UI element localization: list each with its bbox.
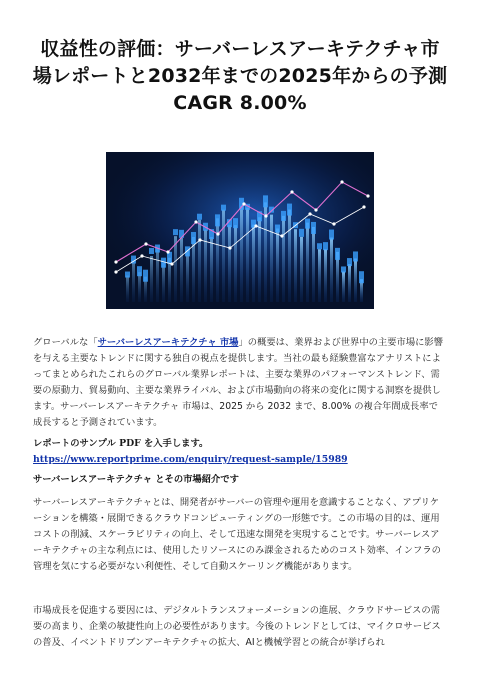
hero-bar: [228, 225, 231, 302]
hero-candle: [335, 248, 340, 260]
sample-label: レポートのサンプル PDF を入手します。: [33, 438, 209, 449]
hero-candle: [173, 229, 178, 235]
hero-line-dot: [170, 262, 173, 265]
hero-line-dot: [144, 242, 147, 245]
hero-line-dot: [362, 205, 365, 208]
hero-bar: [276, 229, 279, 302]
hero-line-dot: [166, 250, 169, 253]
hero-candle: [329, 230, 334, 240]
hero-candle: [185, 246, 190, 256]
hero-candle: [149, 248, 154, 254]
hero-bar: [270, 215, 273, 302]
hero-line-dot: [228, 246, 231, 249]
hero-bar: [294, 229, 297, 302]
hero-bar: [252, 225, 255, 302]
hero-line-dot: [254, 224, 257, 227]
hero-line-dot: [114, 270, 117, 273]
hero-candle: [311, 222, 316, 234]
hero-candle: [125, 272, 130, 278]
hero-bar: [174, 236, 177, 302]
hero-bar: [258, 217, 261, 302]
definition-paragraph: サーバーレスアーキテクチャとは、開発者がサーバーの管理や運用を意識することなく、アプリケーションを構築・展開できるクラウドコンピューティングの一形態です。この市場の目的は、運用コストの削減、スケーラビリティの向上、そして迅速な開発を実現することです。サーバーレスアーキテクチャの主な利点には、使用したリソースにのみ課金されるためのコスト効率、インフラの管理を気にする必要がない利便性、そして自動スケーリング機能があります。: [33, 497, 441, 572]
hero-candle: [197, 214, 202, 220]
hero-candle: [299, 229, 304, 237]
title-line-1: 収益性の評価：サーバーレスアーキテクチャ市: [40, 38, 440, 60]
hero-bar: [306, 223, 309, 302]
hero-candle: [161, 258, 166, 268]
hero-candle: [287, 204, 292, 216]
hero-line-dot: [280, 234, 283, 237]
financial-chart-illustration: [106, 152, 374, 309]
hero-line-dot: [114, 260, 117, 263]
hero-bar: [318, 249, 321, 302]
hero-line-dot: [308, 212, 311, 215]
hero-image: [106, 152, 374, 309]
hero-candle: [191, 232, 196, 244]
hero-bar: [210, 237, 213, 302]
hero-line-dot: [198, 238, 201, 241]
hero-bar: [234, 225, 237, 302]
hero-line-dot: [340, 180, 343, 183]
hero-bar: [342, 271, 345, 302]
hero-bar: [180, 238, 183, 302]
hero-candle: [263, 195, 268, 207]
hero-bar: [240, 206, 243, 302]
drivers-paragraph: 市場成長を促進する要因には、デジタルトランスフォーメーションの進展、クラウドサービスの需要の高まり、企業の敏捷性向上の必要性があります。今後のトレンドとしては、マイクロサービスの普及、イベントドリブンアーキテクチャの拡大、AIと機械学習との統合が挙げられ: [33, 605, 441, 648]
hero-bar: [324, 249, 327, 302]
hero-candle: [143, 270, 148, 282]
hero-candle: [275, 225, 280, 233]
hero-candle: [137, 266, 142, 276]
title-line-3: CAGR 8.00%: [173, 92, 307, 114]
hero-bar: [354, 258, 357, 302]
market-keyword-link[interactable]: サーバーレスアーキテクチャ 市場: [97, 337, 239, 348]
hero-candle: [233, 218, 238, 228]
sample-url-link[interactable]: https://www.reportprime.com/enquiry/request-sample/15989: [33, 454, 348, 465]
hero-candle: [353, 251, 358, 261]
hero-line-dot: [264, 214, 267, 217]
hero-candle: [347, 258, 352, 266]
hero-line-dot: [314, 208, 317, 211]
hero-bar: [204, 230, 207, 302]
hero-bar: [222, 210, 225, 302]
hero-bar: [126, 276, 129, 302]
hero-bar: [138, 272, 141, 302]
hero-line-dot: [216, 232, 219, 235]
hero-candle: [221, 205, 226, 211]
hero-candle: [341, 266, 346, 272]
intro-body: 」の概要は、業界および世界中の主要市場に影響を与える主要なトレンドに関する独自の視点を提供します。当社の最も経験豊富なアナリストによってまとめられたこれらのグローバル業界レポートは、主要な業界のパフォーマンストレンド、需要の原動力、貿易動向、主要な業界ライバル、および市場動向の将来の変化に関する洞察を提供します。サーバーレスアーキテクチャ 市場は、2025 から 2032 まで、8.00% の複合年間成長率で成長すると予測されています。: [33, 337, 444, 428]
hero-line-dot: [366, 194, 369, 197]
hero-bar: [132, 261, 135, 302]
hero-bar: [162, 263, 165, 302]
hero-bar: [216, 218, 219, 302]
hero-candle: [215, 214, 220, 226]
hero-line-dot: [290, 190, 293, 193]
hero-candle: [281, 211, 286, 221]
hero-candle: [359, 271, 364, 283]
hero-bar: [300, 237, 303, 302]
hero-line-dot: [242, 202, 245, 205]
hero-bar: [288, 210, 291, 302]
hero-bar: [186, 250, 189, 302]
hero-bar: [150, 256, 153, 302]
hero-bar: [312, 227, 315, 302]
sample-request: [33, 436, 447, 468]
hero-line-dot: [194, 220, 197, 223]
section-heading: サーバーレスアーキテクチャ とその市場紹介です: [33, 474, 239, 485]
hero-line-dot: [332, 222, 335, 225]
hero-candle: [179, 230, 184, 238]
hero-line-dot: [140, 254, 143, 257]
hero-bar: [348, 264, 351, 302]
hero-candle: [305, 219, 310, 229]
document-title: [30, 36, 450, 117]
hero-candle: [323, 242, 328, 250]
hero-bar: [246, 208, 249, 302]
hero-bar: [198, 220, 201, 302]
title-line-2: 場レポートと2032年までの2025年からの予測: [32, 65, 448, 87]
hero-candle: [317, 243, 322, 249]
intro-paragraph: [33, 335, 447, 431]
hero-bar: [330, 238, 333, 302]
hero-bar: [282, 216, 285, 302]
intro-prefix: グローバルな「: [33, 337, 98, 348]
hero-bar: [156, 249, 159, 302]
